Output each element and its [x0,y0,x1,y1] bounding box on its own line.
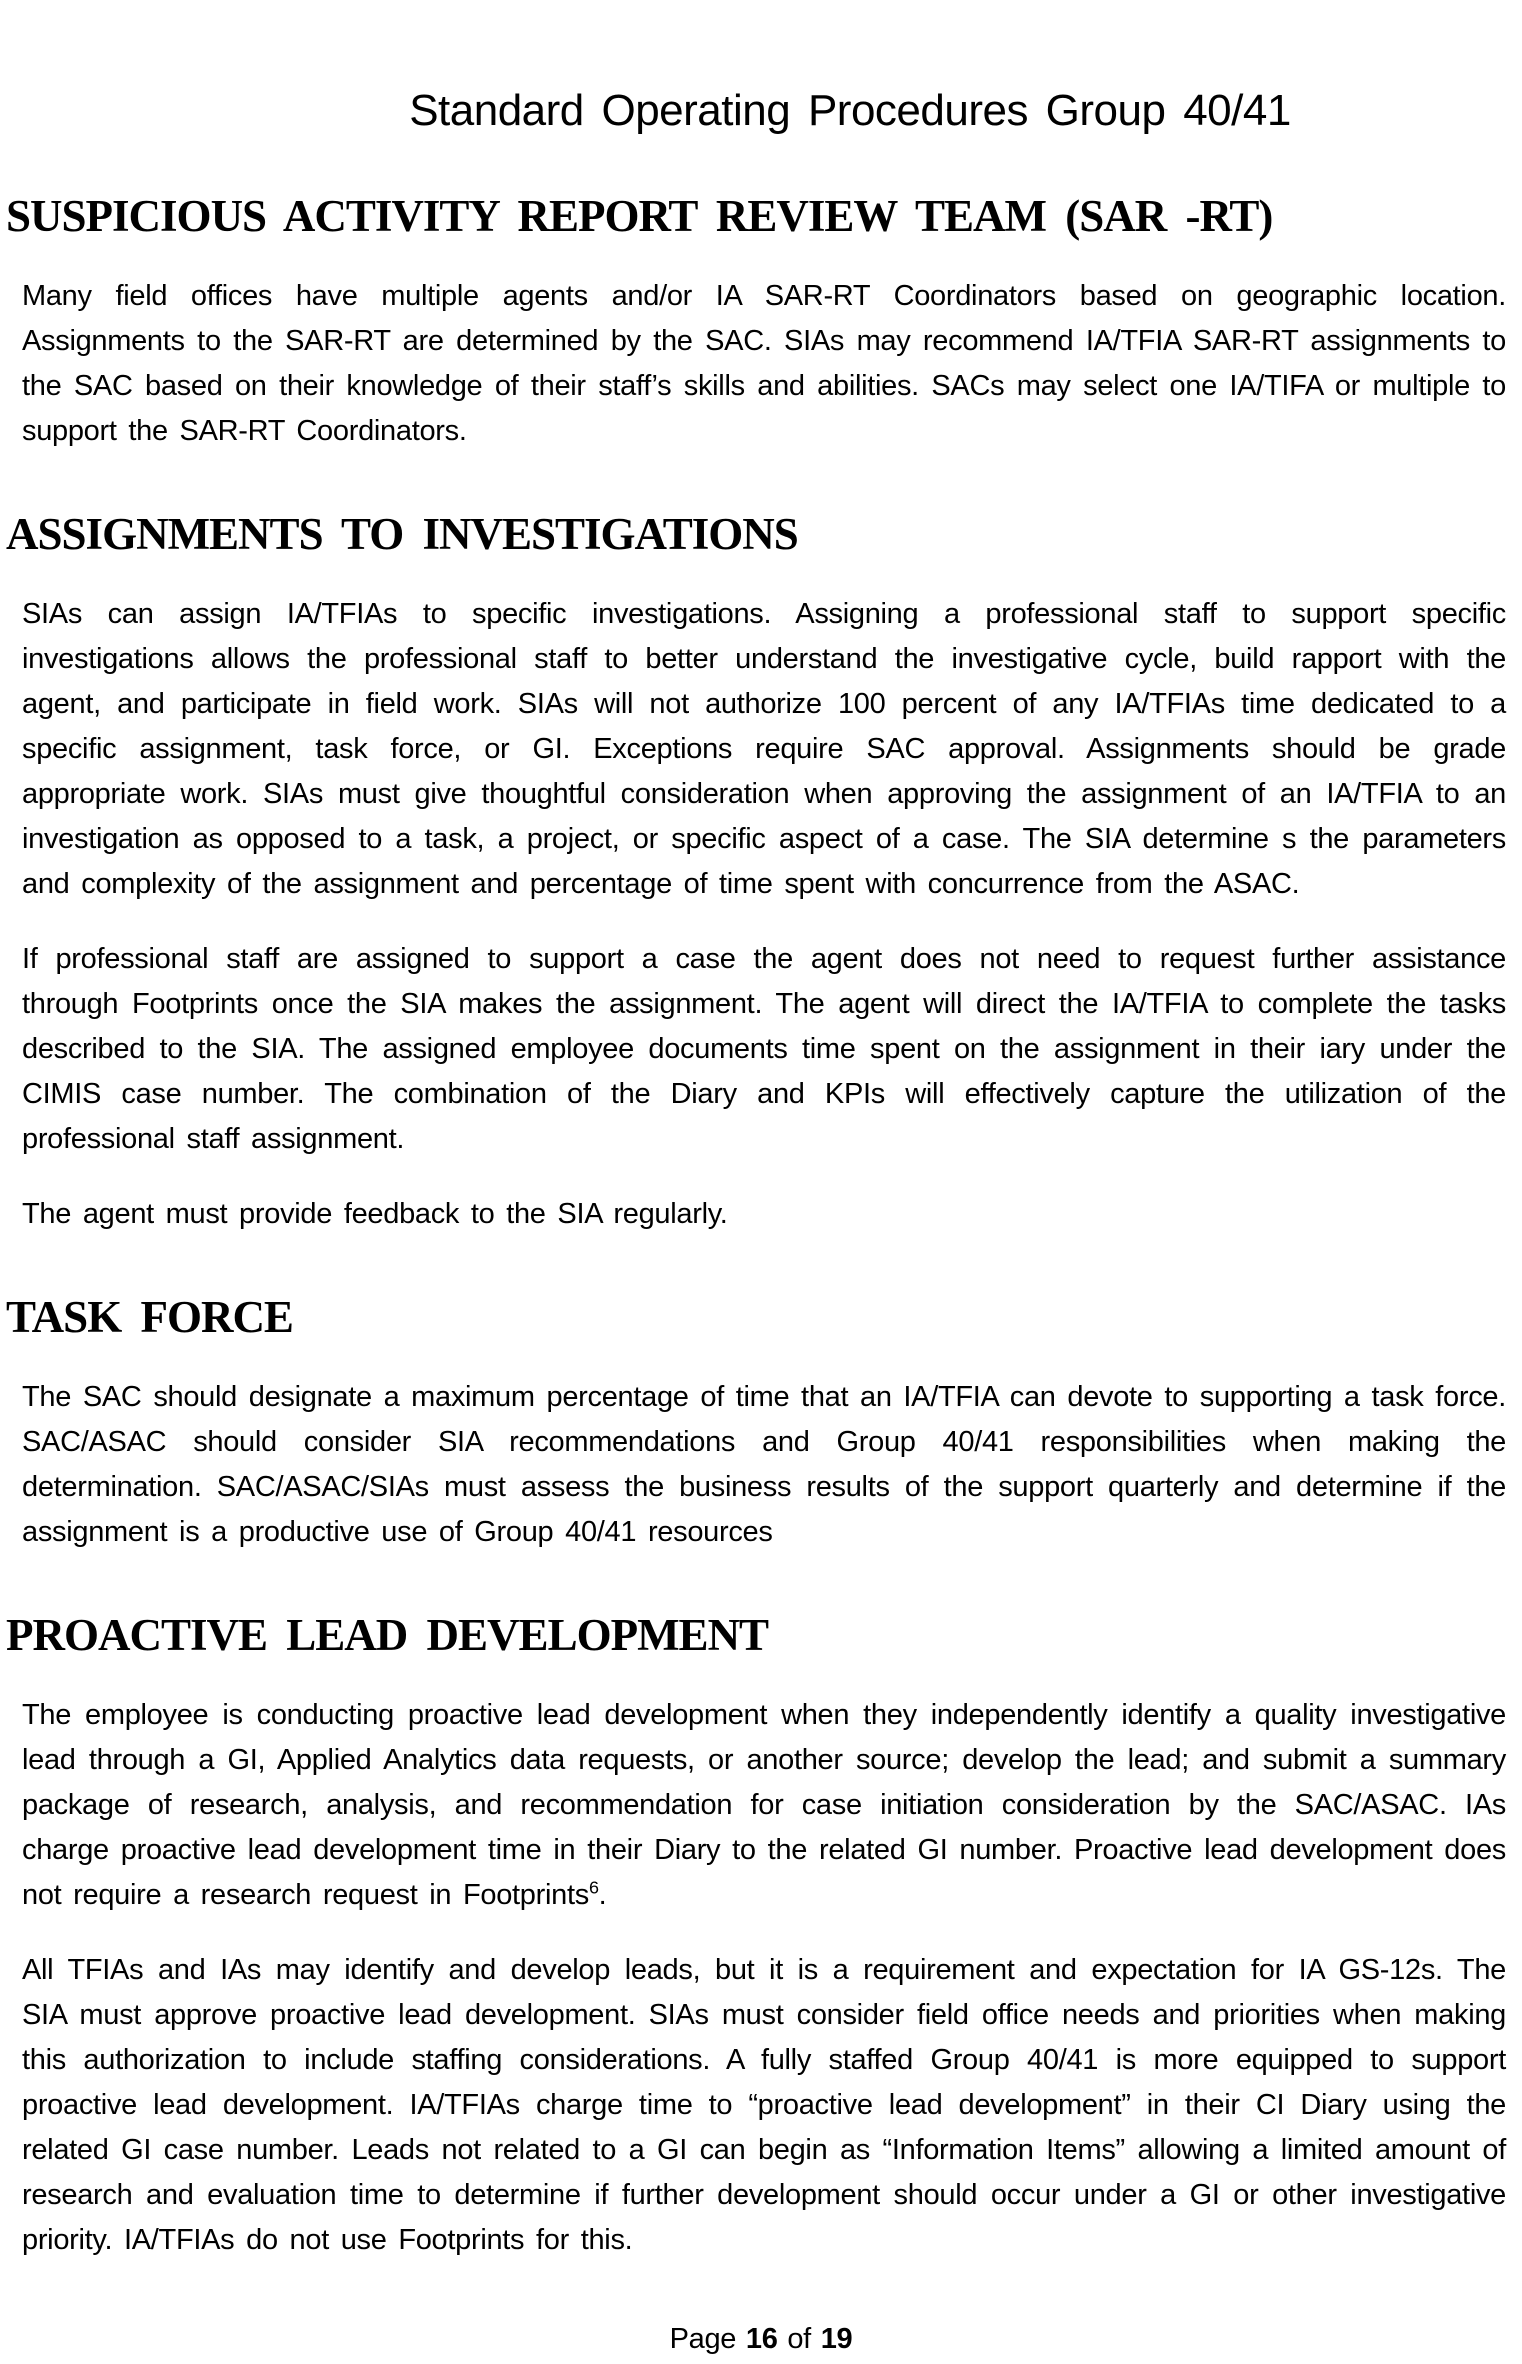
paragraph: The SAC should designate a maximum percentage of time that an IA/TFIA can devote to supporting a task force. SAC/ASAC should consider SIA recommendations and Group 40/41 responsibilities when making the determination. SAC/ASAC/SIAs must assess the business results of the support quarterly and determine if the assignment is a productive use of Group 40/41 resources [22,1381,1506,1548]
paragraph [22,1693,1506,1918]
section-heading: ASSIGNMENTS TO INVESTIGATIONS [6,509,798,559]
document-body [4,190,1506,2263]
section [4,190,1506,454]
footer-of-label: of [787,2323,811,2355]
paragraph: The agent must provide feedback to the SIA regularly. [22,1198,728,1230]
document-title: Standard Operating Procedures Group 40/41 [409,86,1291,135]
paragraph: Many field offices have multiple agents and/or IA SAR-RT Coordinators based on geographic location. Assignments to the SAR-RT are determined by the SAC. SIAs may recommend IA/TFIA SAR-RT assignments to the SAC based on their knowledge of their staff’s skills and abilities. SACs may select one IA/TIFA or multiple to support the SAR-RT Coordinators. [22,280,1506,447]
section-heading: TASK FORCE [6,1292,293,1342]
paragraph: All TFIAs and IAs may identify and develop leads, but it is a requirement and expectation for IA GS-12s. The SIA must approve proactive lead development. SIAs must consider field office needs and priorities when making this authorization to include staffing considerations. A fully staffed Group 40/41 is more equipped to support proactive lead development. IA/TFIAs charge time to “proactive lead development” in their CI Diary using the related GI case number. Leads not related to a GI can begin as “Information Items” allowing a limited amount of research and evaluation time to determine if further development should occur under a GI or other investigative priority. IA/TFIAs do not use Footprints for this. [22,1954,1506,2256]
text-run: The employee is conducting proactive lead development when they independently identify a quality investigative lead through a GI, Applied Analytics data requests, or another source; develop the lead; and submit a summary package of research, analysis, and recommendation for case initiation consideration by the SAC/ASAC. IAs charge proactive lead development time in their Diary to the related GI number. Proactive lead development does not require a research request in Footprints [22,1699,1506,1911]
section [4,1609,1506,2263]
section-heading: PROACTIVE LEAD DEVELOPMENT [6,1610,769,1660]
footer-page-current: 16 [745,2323,778,2355]
footnote-ref: 6 [588,1877,599,1898]
text-run: . [598,1879,607,1911]
paragraph: If professional staff are assigned to support a case the agent does not need to request further assistance through Footprints once the SIA makes the assignment. The agent will direct the IA/TFIA to complete the tasks described to the SIA. The assigned employee documents time spent on the assignment in their iary under the CIMIS case number. The combination of the Diary and KPIs will effectively capture the utilization of the professional staff assignment. [22,943,1506,1155]
footer-page-total: 19 [820,2323,853,2355]
section-heading: SUSPICIOUS ACTIVITY REPORT REVIEW TEAM (SAR -RT) [6,191,1273,241]
footer-page-label: Page [669,2323,737,2355]
page-footer [0,2323,1522,2356]
paragraph: SIAs can assign IA/TFIAs to specific investigations. Assigning a professional staff to support specific investigations allows the professional staff to better understand the investigative cycle, build rapport with the agent, and participate in field work. SIAs will not authorize 100 percent of any IA/TFIAs time dedicated to a specific assignment, task force, or GI. Exceptions require SAC approval. Assignments should be grade appropriate work. SIAs must give thoughtful consideration when approving the assignment of an IA/TFIA to an investigation as opposed to a task, a project, or specific aspect of a case. The SIA determine s the parameters and complexity of the assignment and percentage of time spent with concurrence from the ASAC. [22,598,1506,900]
section [4,508,1506,1237]
section [4,1291,1506,1555]
